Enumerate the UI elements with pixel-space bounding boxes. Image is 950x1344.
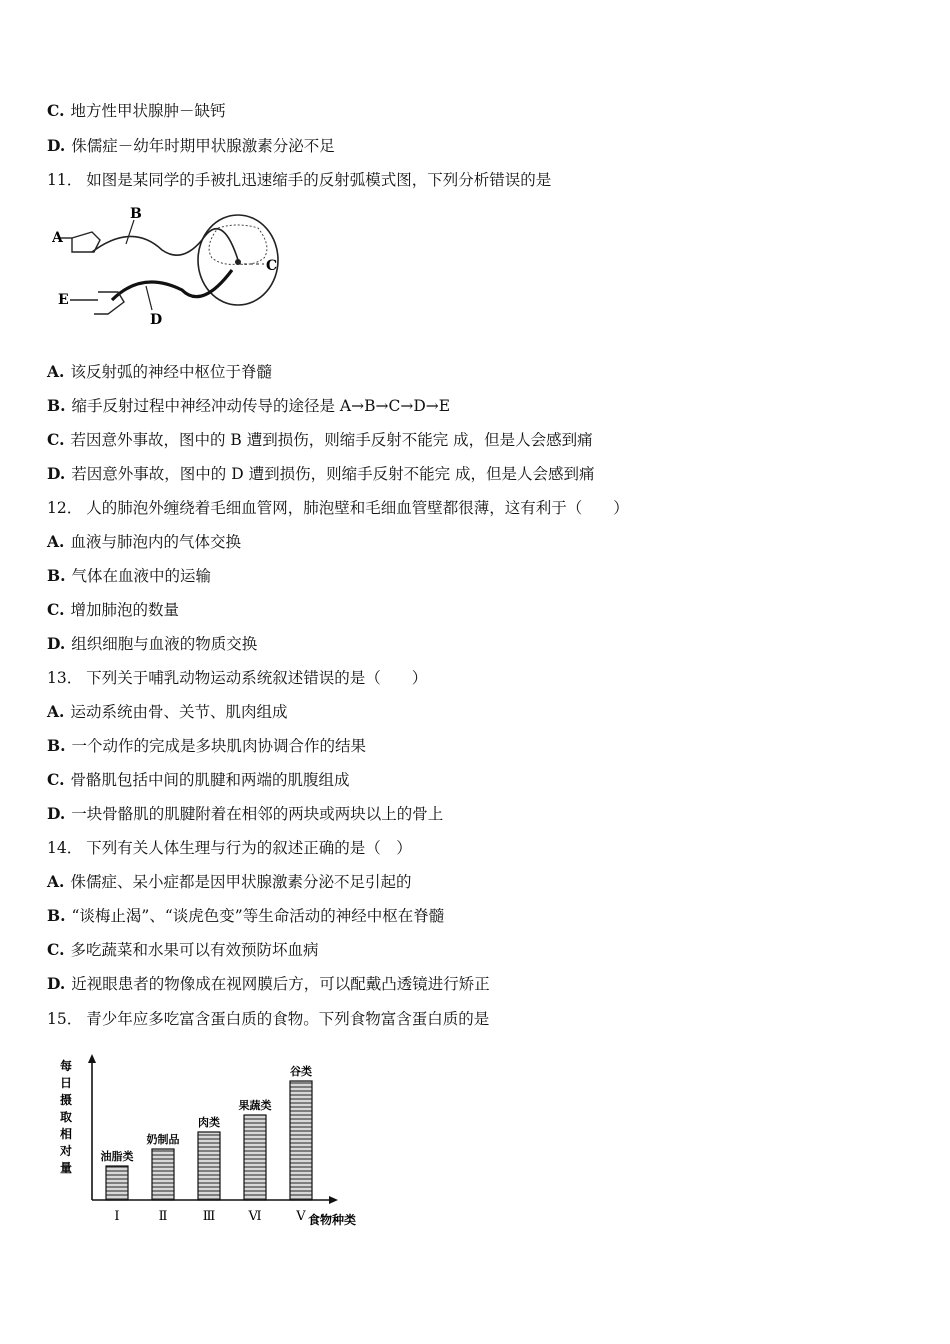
bar-label-4: 果蔬类 bbox=[238, 1099, 272, 1112]
y-axis-label-char: 量 bbox=[60, 1161, 73, 1175]
question-12: 12． 人的肺泡外缠绕着毛细血管网，肺泡壁和毛细血管壁都很薄，这有利于（ ） bbox=[47, 499, 629, 517]
option-b-q14[interactable]: B. “谈梅止渴”、“谈虎色变”等生命活动的神经中枢在脊髓 bbox=[47, 906, 445, 925]
y-axis-label-char: 取 bbox=[60, 1110, 73, 1124]
x-axis-label: 食物种类 bbox=[308, 1213, 357, 1227]
option-c-q11[interactable]: C. 若因意外事故，图中的 B 遭到损伤，则缩手反射不能完 成，但是人会感到痛 bbox=[47, 430, 593, 449]
question-15: 15． 青少年应多吃富含蛋白质的食物。下列食物富含蛋白质的是 bbox=[47, 1010, 490, 1028]
option-a-q11[interactable]: A. 该反射弧的神经中枢位于脊髓 bbox=[47, 362, 272, 381]
option-b-q12[interactable]: B. 气体在血液中的运输 bbox=[47, 566, 212, 585]
y-axis-label-char: 相 bbox=[60, 1127, 73, 1141]
label-d: D bbox=[150, 312, 163, 328]
option-b-q11[interactable]: B. 缩手反射过程中神经冲动传导的途径是 A→B→C→D→E bbox=[47, 396, 451, 415]
bar-4 bbox=[244, 1115, 266, 1200]
x-tick-label-3: Ⅲ bbox=[202, 1209, 216, 1224]
option-d-q13[interactable]: D. 一块骨骼肌的肌腱附着在相邻的两块或两块以上的骨上 bbox=[47, 804, 444, 823]
bar-label-2: 奶制品 bbox=[146, 1133, 180, 1146]
y-axis-label-char: 摄 bbox=[60, 1093, 73, 1107]
question-14: 14． 下列有关人体生理与行为的叙述正确的是（ ） bbox=[47, 839, 412, 857]
bar-5 bbox=[290, 1081, 312, 1200]
x-tick-label-4: Ⅵ bbox=[248, 1209, 262, 1224]
y-axis-label-char: 每 bbox=[60, 1059, 73, 1073]
option-d-q14[interactable]: D. 近视眼患者的物像成在视网膜后方，可以配戴凸透镜进行矫正 bbox=[47, 974, 490, 993]
option-d-q10[interactable]: D. 侏儒症－幼年时期甲状腺激素分泌不足 bbox=[47, 136, 335, 155]
option-a-q14[interactable]: A. 侏儒症、呆小症都是因甲状腺激素分泌不足引起的 bbox=[47, 872, 412, 891]
bar-label-1: 油脂类 bbox=[100, 1150, 134, 1163]
label-d-pointer bbox=[146, 286, 152, 310]
y-axis-label-char: 对 bbox=[60, 1144, 73, 1158]
option-b-q13[interactable]: B. 一个动作的完成是多块肌肉协调合作的结果 bbox=[47, 736, 367, 755]
label-b-pointer bbox=[126, 220, 134, 244]
option-c-q14[interactable]: C. 多吃蔬菜和水果可以有效预防坏血病 bbox=[47, 940, 319, 959]
y-axis-label-char: 日 bbox=[60, 1076, 73, 1090]
option-c-q12[interactable]: C. 增加肺泡的数量 bbox=[47, 600, 179, 619]
label-b: B bbox=[130, 206, 142, 222]
option-d-q11[interactable]: D. 若因意外事故，图中的 D 遭到损伤，则缩手反射不能完 成，但是人会感到痛 bbox=[47, 464, 595, 483]
label-e: E bbox=[58, 292, 69, 308]
bar-3 bbox=[198, 1132, 220, 1200]
question-11: 11． 如图是某同学的手被扎迅速缩手的反射弧模式图，下列分析错误的是 bbox=[47, 171, 552, 189]
label-a: A bbox=[52, 230, 63, 246]
bar-label-5: 谷类 bbox=[290, 1065, 312, 1078]
option-a-q12[interactable]: A. 血液与肺泡内的气体交换 bbox=[47, 532, 241, 551]
option-c-q10[interactable]: C. 地方性甲状腺肿－缺钙 bbox=[47, 101, 226, 120]
label-c: C bbox=[266, 258, 278, 274]
bar-label-3: 肉类 bbox=[198, 1116, 220, 1129]
bar-2 bbox=[152, 1149, 174, 1200]
y-axis-arrow bbox=[88, 1054, 96, 1063]
x-axis-arrow bbox=[329, 1196, 338, 1204]
x-tick-label-1: Ⅰ bbox=[114, 1209, 120, 1224]
food-intake-chart bbox=[50, 1050, 380, 1235]
question-13: 13． 下列关于哺乳动物运动系统叙述错误的是（ ） bbox=[47, 669, 428, 687]
x-tick-label-2: Ⅱ bbox=[158, 1209, 168, 1224]
y-axis-label bbox=[59, 1058, 72, 1175]
option-a-q13[interactable]: A. 运动系统由骨、关节、肌肉组成 bbox=[47, 702, 288, 721]
option-c-q13[interactable]: C. 骨骼肌包括中间的肌腱和两端的肌腹组成 bbox=[47, 770, 350, 789]
reflex-arc-diagram bbox=[52, 200, 292, 330]
option-d-q12[interactable]: D. 组织细胞与血液的物质交换 bbox=[47, 634, 258, 653]
bar-1 bbox=[106, 1166, 128, 1200]
x-tick-label-5: Ⅴ bbox=[296, 1209, 306, 1224]
